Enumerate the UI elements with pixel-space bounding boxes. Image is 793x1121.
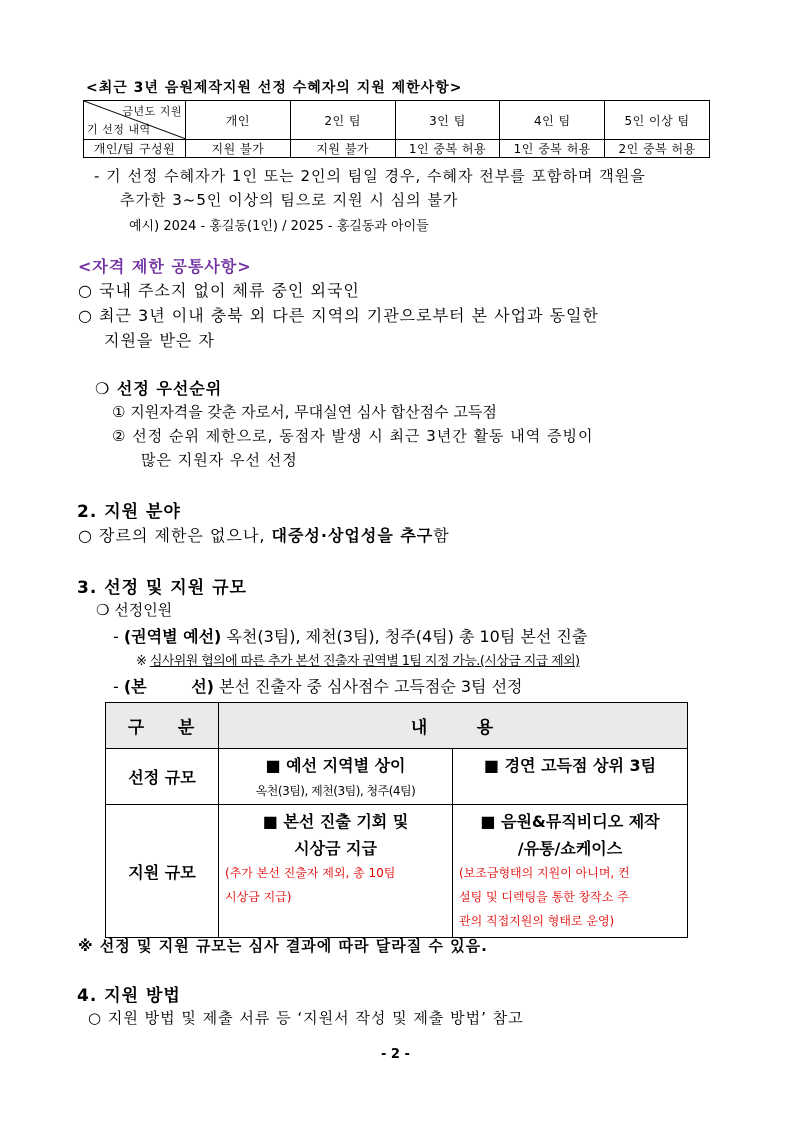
eligibility-heading: <자격 제한 공통사항> bbox=[78, 257, 252, 276]
row-label: 개인/팀 구성원 bbox=[84, 140, 186, 158]
header-category: 구 분 bbox=[106, 703, 219, 749]
priority-item-2-line1: ② 선정 순위 제한으로, 동점자 발생 시 최근 3년간 활동 내역 증빙이 bbox=[112, 427, 594, 445]
column-header: 5인 이상 팀 bbox=[605, 101, 710, 140]
support-right-note-1: (보조금형태의 지원이 아니며, 컨 bbox=[459, 866, 630, 880]
table-note: ※ 선정 및 지원 규모는 심사 결과에 따라 달라질 수 있음. bbox=[78, 937, 488, 955]
selection-row-support bbox=[106, 805, 688, 938]
restriction-example: 예시) 2024 - 홍길동(1인) / 2025 - 홍길동과 아이들 bbox=[129, 219, 429, 234]
eligibility-item-1: ○ 국내 주소지 없이 체류 중인 외국인 bbox=[78, 281, 360, 300]
eligibility-item-2-line2: 지원을 받은 자 bbox=[104, 331, 215, 350]
row-value: 2인 중복 허용 bbox=[605, 140, 710, 158]
prelim-text: 옥천(3팀), 제천(3팀), 청주(4팀) 총 10팀 본선 진출 bbox=[221, 627, 588, 646]
section2-text-before: ○ 장르의 제한은 없으나, bbox=[78, 526, 272, 545]
support-right-note-2: 설팅 및 디렉팅을 통한 창작소 주 bbox=[459, 890, 629, 904]
restriction-note-line1: - 기 선정 수혜자가 1인 또는 2인의 팀일 경우, 수혜자 전부를 포함하며 객원을 bbox=[94, 167, 646, 185]
priority-heading: ❍ 선정 우선순위 bbox=[95, 379, 223, 398]
prelim-dash: - bbox=[113, 627, 124, 646]
support-left-note-2: 시상금 지급) bbox=[225, 890, 292, 904]
row-value: 1인 중복 허용 bbox=[500, 140, 605, 158]
selection-scale-right-title: ■ 경연 고득점 상위 3팀 bbox=[483, 756, 657, 775]
eligibility-item-2-line1: ○ 최근 3년 이내 충북 외 다른 지역의 기관으로부터 본 사업과 동일한 bbox=[78, 306, 599, 325]
restriction-heading: <최근 3년 음원제작지원 선정 수혜자의 지원 제한사항> bbox=[86, 80, 463, 96]
header-content: 내 용 bbox=[219, 703, 688, 749]
support-left-title-1: ■ 본선 진출 기회 및 bbox=[262, 812, 409, 831]
support-right-note-3: 관의 직접지원의 형태로 운영) bbox=[459, 914, 615, 928]
column-header: 3인 팀 bbox=[395, 101, 500, 140]
section2-text-bold: 대중성·상업성을 추구 bbox=[271, 526, 434, 545]
selection-header-row bbox=[106, 703, 688, 749]
prelim-note-text: 심사위원 협의에 따른 추가 본선 진출자 권역별 1팀 지정 가능.(시상금 지급 제외) bbox=[149, 654, 580, 669]
row-label-support-scale: 지원 규모 bbox=[106, 805, 219, 938]
selection-table bbox=[105, 702, 688, 938]
section4-text: ○ 지원 방법 및 제출 서류 등 ‘지원서 작성 및 제출 방법’ 참고 bbox=[88, 1009, 524, 1027]
selection-row-scale bbox=[106, 749, 688, 805]
final-text: 본선 진출자 중 심사점수 고득점순 3팀 선정 bbox=[213, 677, 523, 696]
restriction-corner-cell bbox=[84, 101, 186, 140]
priority-item-1: ① 지원자격을 갖춘 자로서, 무대실연 심사 합산점수 고득점 bbox=[112, 403, 497, 421]
column-header: 2인 팀 bbox=[290, 101, 395, 140]
restriction-note-line2: 추가한 3~5인 이상의 팀으로 지원 시 심의 불가 bbox=[120, 191, 459, 209]
section3-heading: 3. 선정 및 지원 규모 bbox=[77, 578, 247, 598]
final-dash: - bbox=[113, 677, 124, 696]
section3-subheading: ❍ 선정인원 bbox=[96, 601, 173, 619]
restriction-value-row bbox=[84, 140, 710, 158]
prelim-label: (권역별 예선) bbox=[123, 627, 222, 646]
prelim-note bbox=[136, 650, 580, 669]
support-left-title-2: 시상금 지급 bbox=[294, 839, 377, 858]
column-header: 4인 팀 bbox=[500, 101, 605, 140]
priority-item-2-line2: 많은 지원자 우선 선정 bbox=[141, 451, 298, 469]
section2-text-after: 함 bbox=[433, 526, 450, 545]
row-value: 지원 불가 bbox=[186, 140, 291, 158]
restriction-header-row bbox=[84, 101, 710, 140]
column-header: 개인 bbox=[186, 101, 291, 140]
selection-scale-right bbox=[453, 749, 688, 805]
support-scale-right bbox=[453, 805, 688, 938]
selection-scale-left-title: ■ 예선 지역별 상이 bbox=[265, 756, 406, 775]
final-label: (본 선) bbox=[123, 677, 214, 696]
support-left-note-1: (추가 본선 진출자 제외, 총 10팀 bbox=[225, 866, 396, 880]
section2-text bbox=[78, 523, 450, 546]
corner-top-label: 금년도 지원 bbox=[122, 105, 182, 118]
row-value: 1인 중복 허용 bbox=[395, 140, 500, 158]
prelim-line bbox=[113, 624, 587, 647]
section2-heading: 2. 지원 분야 bbox=[77, 502, 181, 522]
page-number: - 2 - bbox=[381, 1047, 410, 1062]
support-right-title-2: /유통/쇼케이스 bbox=[517, 839, 623, 858]
selection-scale-left bbox=[219, 749, 453, 805]
support-right-title-1: ■ 음원&뮤직비디오 제작 bbox=[480, 812, 660, 831]
support-scale-left bbox=[219, 805, 453, 938]
prelim-note-mark: ※ bbox=[136, 654, 150, 669]
section4-heading: 4. 지원 방법 bbox=[77, 986, 181, 1006]
corner-bottom-label: 기 선정 내역 bbox=[87, 123, 151, 136]
selection-scale-left-sub: 옥천(3팀), 제천(3팀), 청주(4팀) bbox=[255, 784, 416, 798]
row-label-selection-scale: 선정 규모 bbox=[106, 749, 219, 805]
row-value: 지원 불가 bbox=[290, 140, 395, 158]
final-line bbox=[113, 674, 523, 697]
restriction-table bbox=[83, 100, 710, 158]
